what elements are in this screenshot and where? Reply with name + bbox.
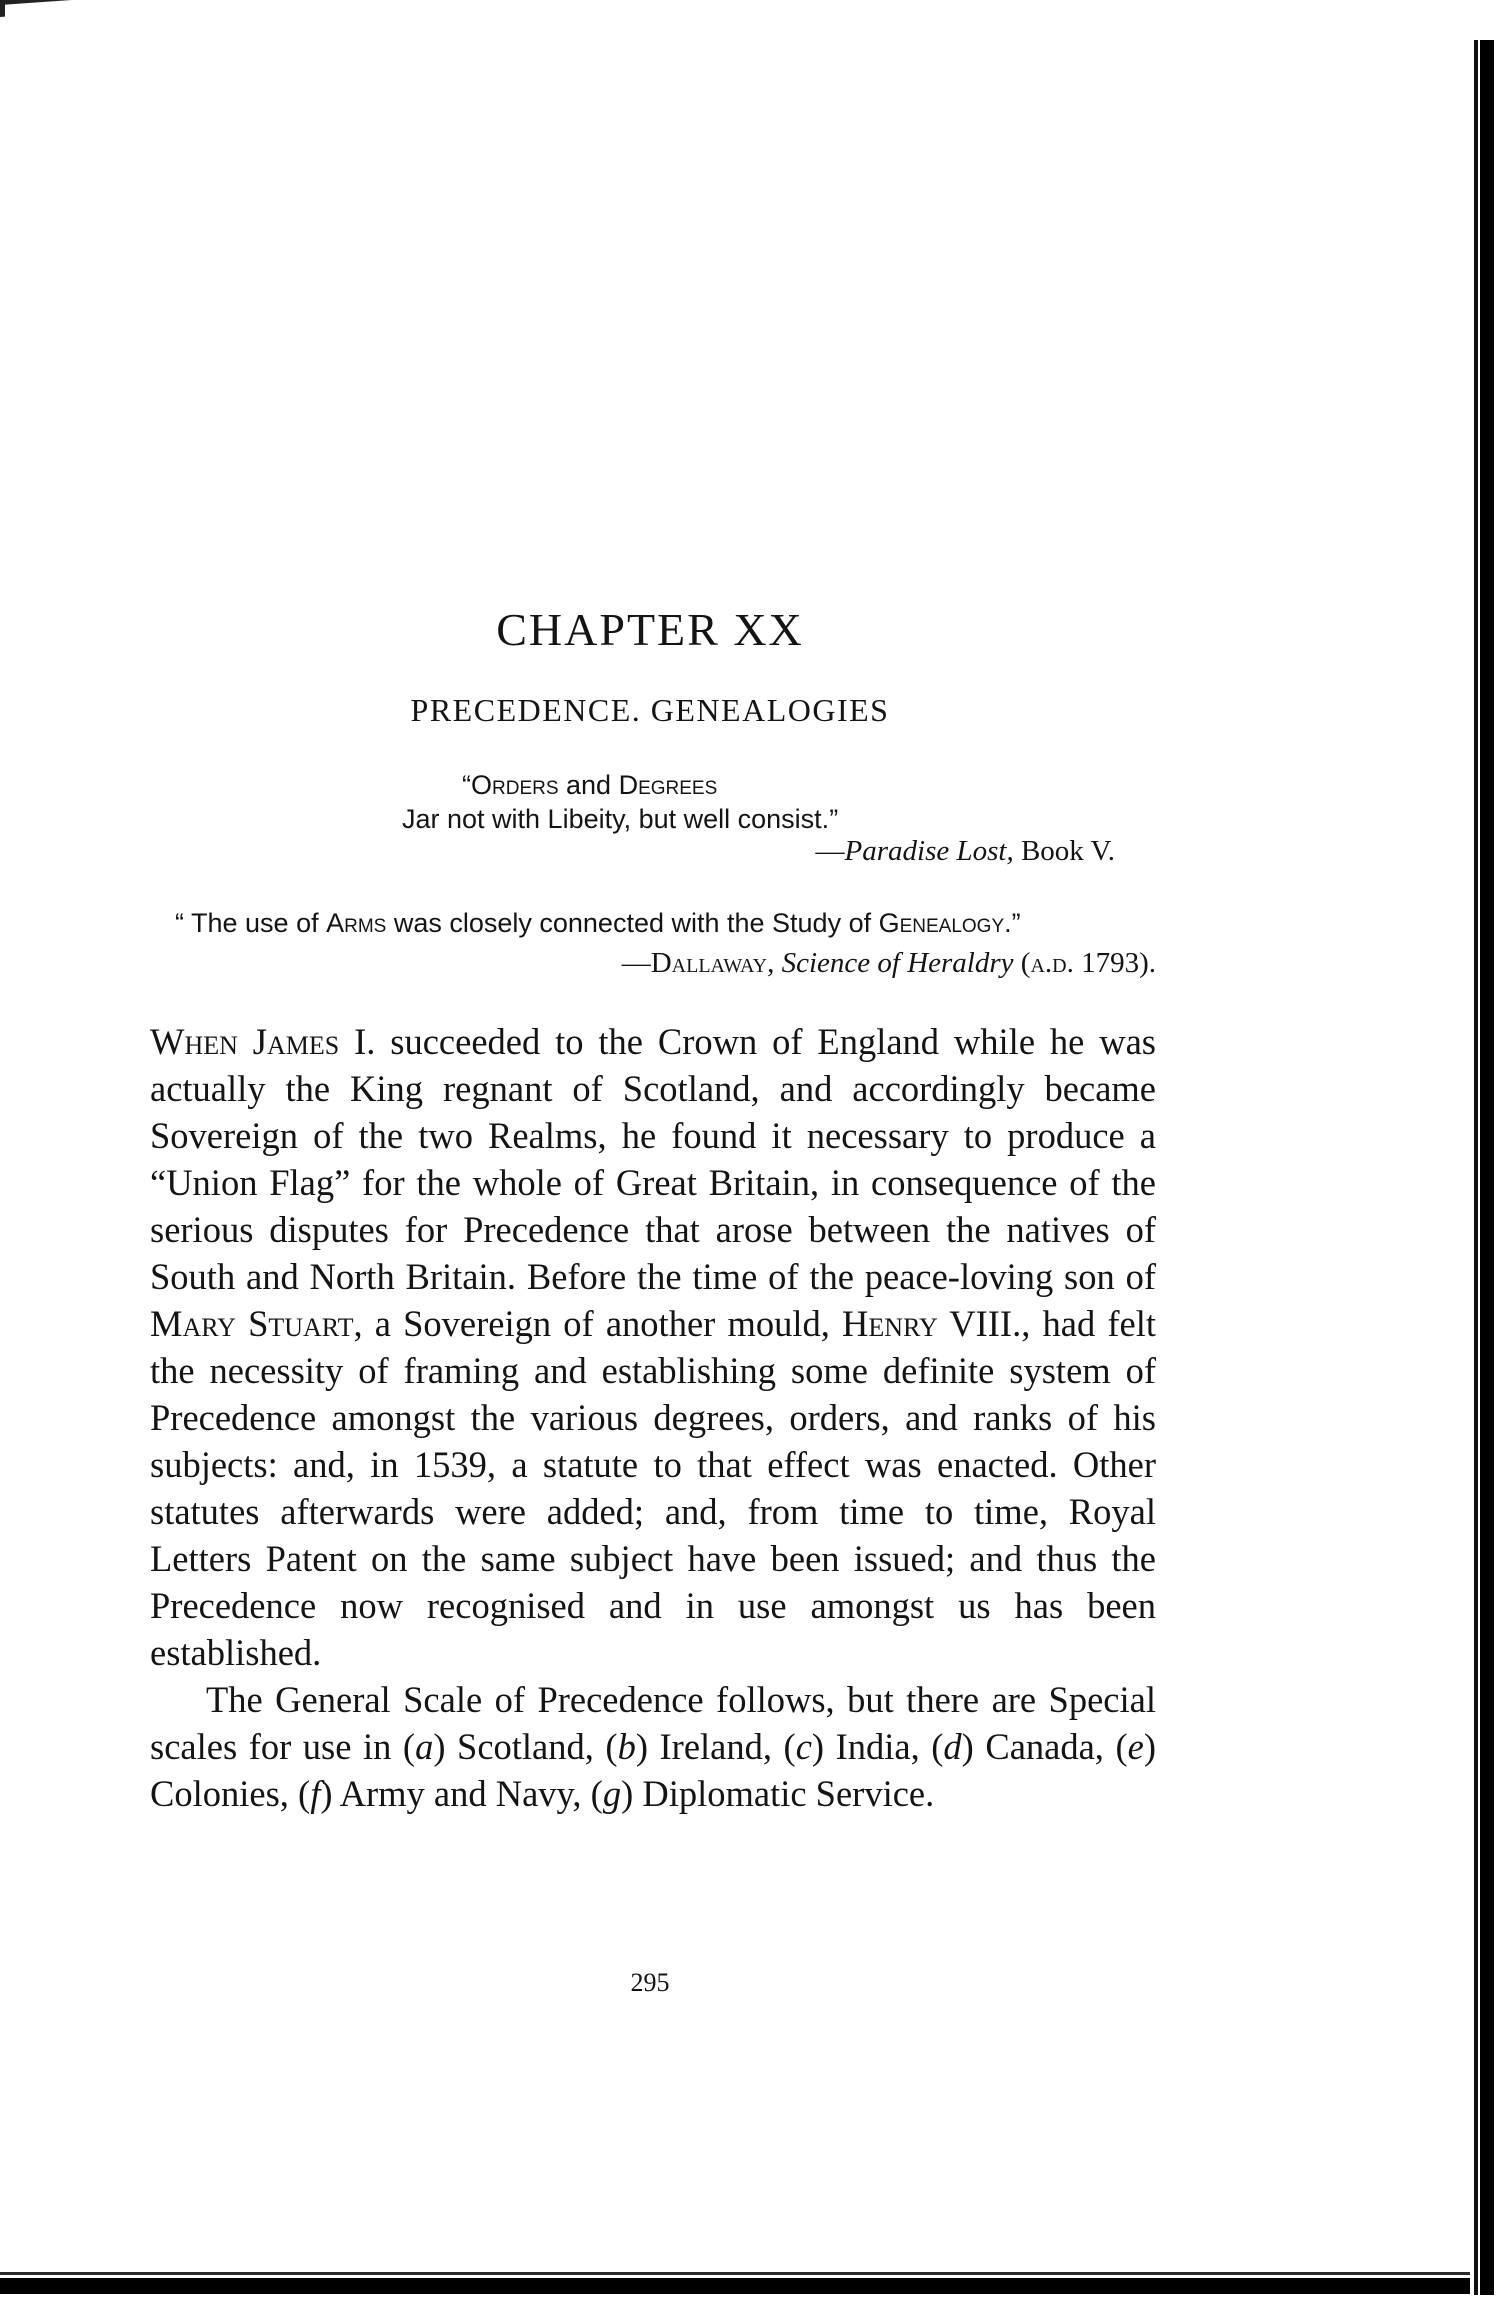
scan-edge-bottom bbox=[0, 2264, 1470, 2300]
epigraph-quote: “ The use of Arms was closely connected with the Study of Genealogy.” bbox=[175, 908, 1021, 938]
page-number: 295 bbox=[630, 1968, 670, 1997]
paragraph-1: When James I. succeeded to the Crown of England while he was actually the King regnant of Scotland, and accordingly became Sovereign of the two Realms, he found it necessary to produce a “Union Flag” for the whole of Great Britain, in consequence of the serious disputes for Precedence that arose between the natives of South and North Britain. Before the time of the peace-loving son of Mary Stuart, a Sovereign of another mould, Henry VIII., had felt the necessity of framing and establishing some definite system of Precedence amongst the various degrees, orders, and ranks of his subjects: and, in 1539, a statute to that effect was enacted. Other statutes afterwards were added; and, from time to time, Royal Letters Patent on the same subject have been issued; and thus the Precedence now recognised and in use amongst us has been established. bbox=[150, 1021, 1156, 1673]
chapter-subtitle: PRECEDENCE. GENEALOGIES bbox=[410, 692, 890, 728]
epigraph-dallaway bbox=[0, 906, 1156, 986]
scan-edge-right bbox=[1462, 40, 1496, 2295]
epigraph-paradise-lost bbox=[0, 768, 1115, 878]
chapter-title: CHAPTER XX bbox=[496, 604, 804, 655]
body-text bbox=[150, 1018, 1156, 1817]
paragraph-2: The General Scale of Precedence follows, but there are Special scales for use in (a) Scotland, (b) Ireland, (c) India, (d) Canada, (e) Colonies, (f) Army and Navy, (g) Diplomatic Service. bbox=[150, 1679, 1156, 1814]
epigraph-line-1: “Orders and Degrees bbox=[462, 770, 718, 800]
scan-corner-mark bbox=[0, 0, 75, 17]
epigraph-attribution: —Dallaway, Science of Heraldry (a.d. 1793). bbox=[621, 947, 1156, 979]
epigraph-line-2: Jar not with Libeity, but well consist.” bbox=[402, 804, 839, 834]
epigraph-attribution: —Paradise Lost, Book V. bbox=[815, 835, 1115, 867]
